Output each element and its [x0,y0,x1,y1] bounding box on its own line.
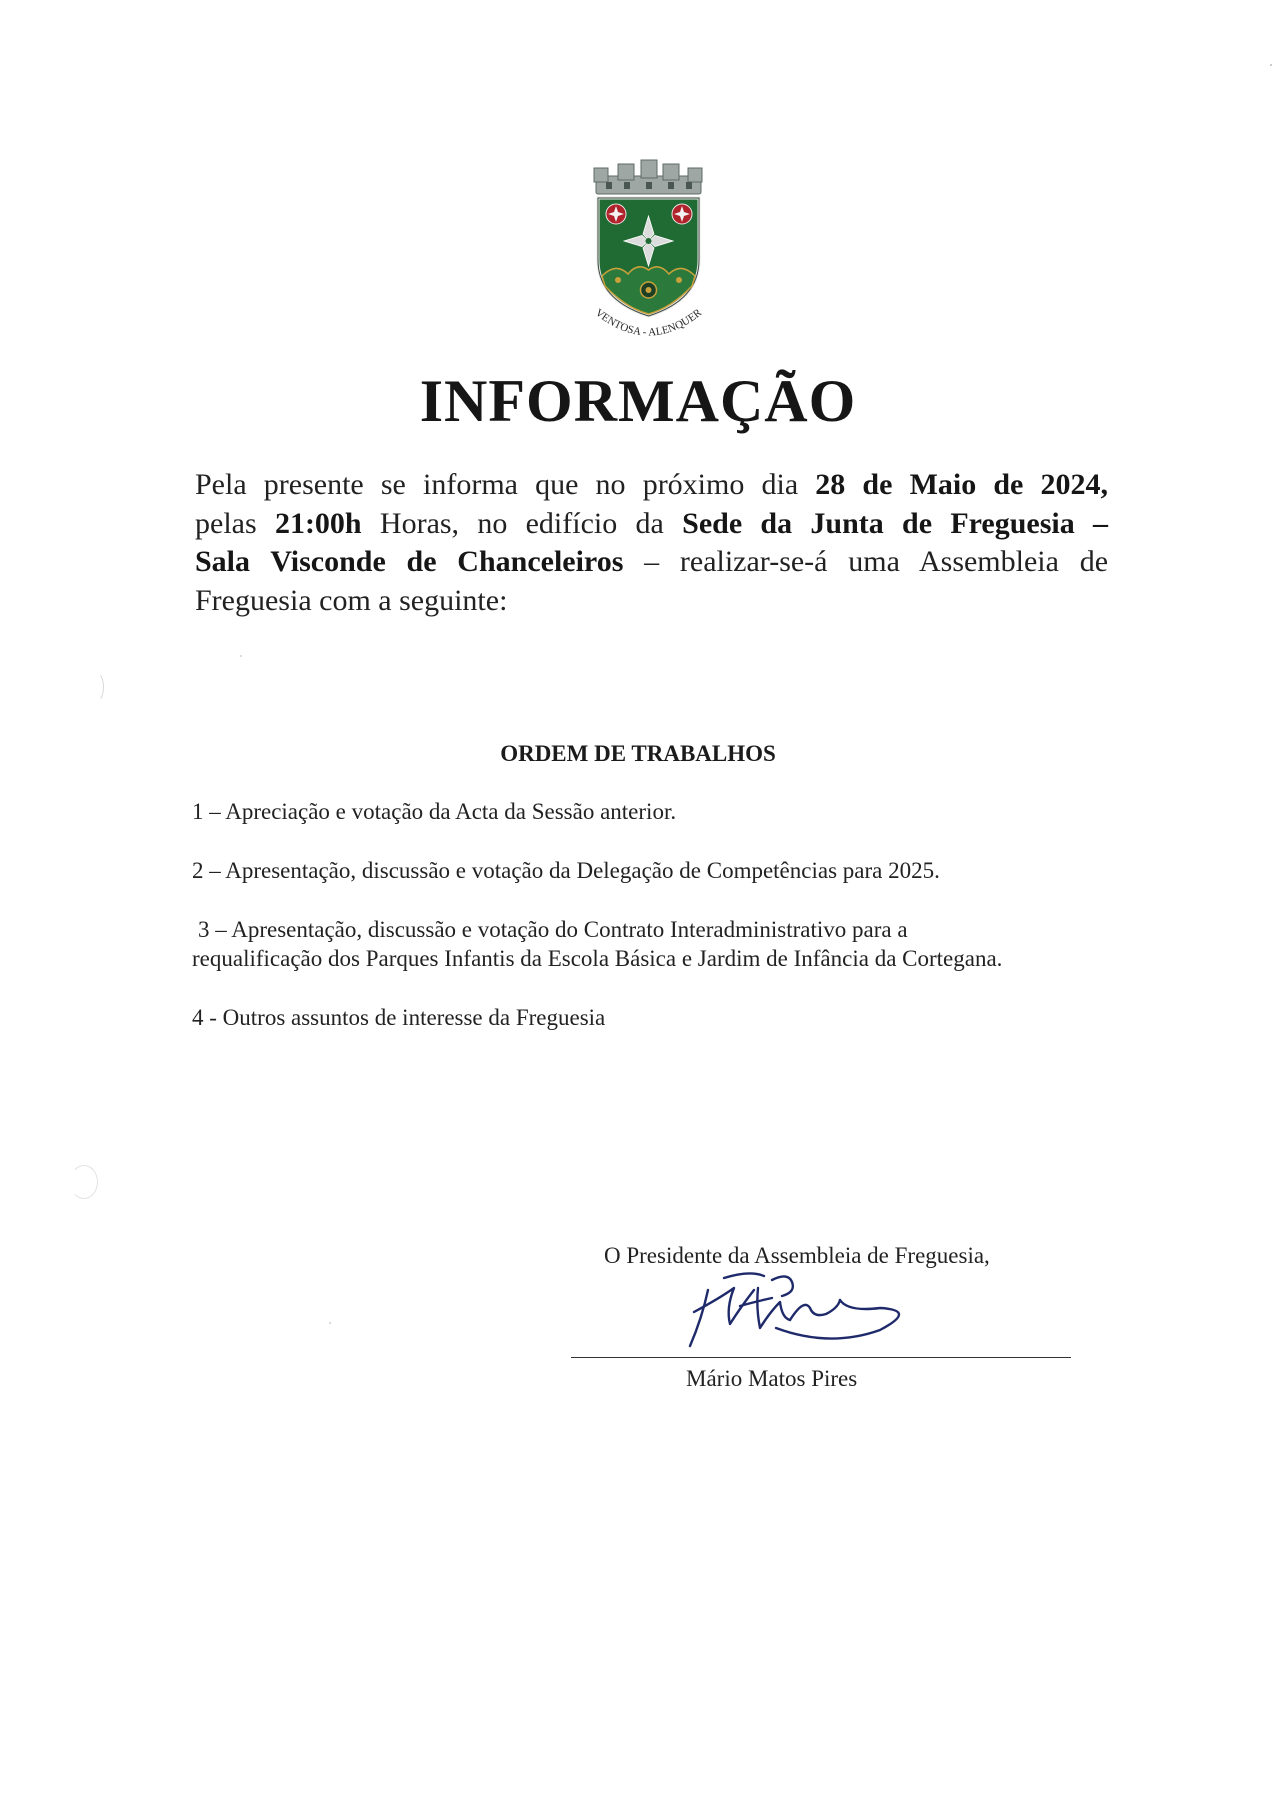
scan-speck [329,1322,331,1324]
handwritten-signature [680,1268,920,1350]
agenda-item-3: 3 – Apresentação, discussão e votação do Contrato Interadministrativo para a [198,917,908,942]
agenda-item-4: 4 - Outros assuntos de interesse da Freguesia [192,1005,606,1030]
signature-line [571,1357,1071,1358]
page-title: INFORMAÇÃO [419,368,857,434]
scan-mark [70,1165,98,1199]
meeting-room: Sala Visconde de Chanceleiros [195,545,624,578]
meeting-date: 28 de Maio de 2024, [815,468,1108,501]
intro-line-3 [195,543,1108,582]
signatory-name: Mário Matos Pires [686,1366,858,1391]
intro-line-4: Freguesia com a seguinte: [195,583,508,617]
scan-speck [1270,64,1272,66]
intro-text: Pela presente se informa que no próximo dia [195,468,816,501]
coat-of-arms-logo [566,158,731,343]
meeting-time: 21:00h [274,506,362,540]
meeting-venue: Sede da Junta de Freguesia – [682,506,1109,540]
scan-mark [88,672,104,702]
agenda-heading: ORDEM DE TRABALHOS [500,741,776,766]
scan-speck [240,655,242,657]
agenda-item-3-continuation: requalificação dos Parques Infantis da Escola Básica e Jardim de Infância da Cortegana. [192,946,1003,971]
intro-line-2 [195,505,1108,544]
intro-paragraph [195,466,1108,620]
intro-text: Horas, no edifício da [361,506,683,540]
intro-line-1 [195,466,1108,505]
signatory-role: O Presidente da Assembleia de Freguesia, [604,1243,990,1268]
agenda-item-2: 2 – Apresentação, discussão e votação da Delegação de Competências para 2025. [192,858,940,883]
intro-text: pelas [195,506,275,540]
intro-text: – realizar-se-á uma Assembleia de [623,545,1109,578]
crest-motto: VENTOSA - ALENQUER [592,306,705,339]
agenda-item-1: 1 – Apreciação e votação da Acta da Sessão anterior. [192,799,677,824]
